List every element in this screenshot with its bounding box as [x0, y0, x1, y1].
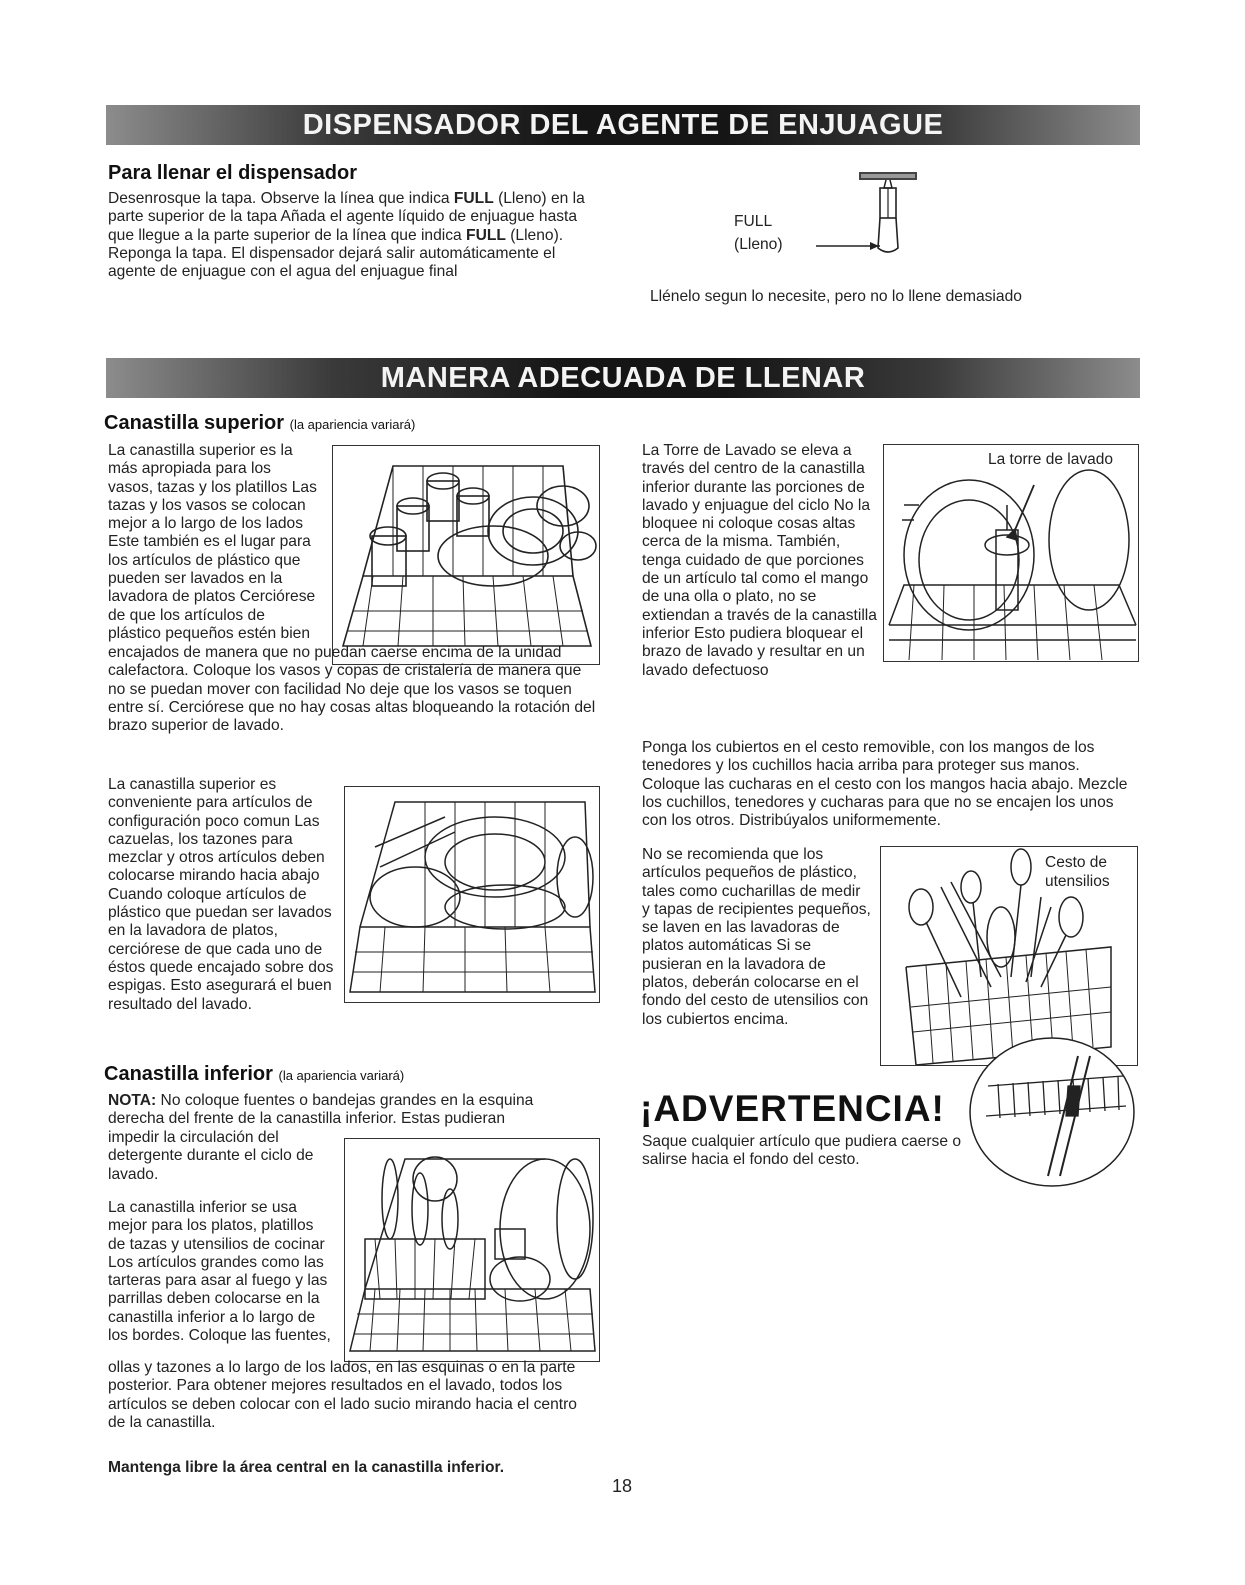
- lower-rack-footer: Mantenga libre la área central en la canastilla inferior.: [108, 1459, 505, 1476]
- warning-title: ¡ADVERTENCIA!: [640, 1088, 945, 1129]
- banner-title: DISPENSADOR DEL AGENTE DE ENJUAGUE: [302, 108, 944, 141]
- lower-rack-text-a: impedir la circulación del detergente durante el ciclo de lavado.: [108, 1129, 314, 1183]
- upper-rack-heading: Canastilla superior (la apariencia variará): [104, 412, 416, 434]
- upper-rack-text-1: La canastilla superior es la más apropiada para los vasos, tazas y los platillos Las tazas y los vasos se colocan mejor a lo largo de los lados Este también es el lugar para los artículos de plástico que pueden ser lavados en la lavadora de platos Cerciórese de que los artículos de plástico pequeños estén bien: [108, 442, 317, 642]
- wash-tower-figure: [883, 444, 1139, 662]
- lower-rack-heading: Canastilla inferior (la apariencia variará): [104, 1063, 405, 1085]
- full-label: FULL: [734, 213, 773, 230]
- cutlery-text-2: No se recomienda que los artículos pequeños de plástico, tales como cucharillas de medir y tapas de recipientes pequeños, se laven en las lavadoras de platos automáticas Si se pusieran en la lavadora de platos, deberán colocarse en el fondo del cesto de utensilios con los cubiertos encima.: [642, 846, 871, 1028]
- dispenser-diagram: [720, 168, 920, 268]
- page-number: 18: [612, 1476, 633, 1496]
- section-banner-loading: [106, 358, 1140, 398]
- lleno-label: (Lleno): [734, 236, 783, 253]
- upper-rack-bowls-figure: [344, 786, 600, 1003]
- lower-rack-note: NOTA: No coloque fuentes o bandejas grandes en la esquina derecha del frente de la canastilla inferior. Estas pudieran: [108, 1092, 534, 1128]
- lower-rack-text-b2: ollas y tazones a lo largo de los lados, en las esquinas o en la parte posterior. Para obtener mejores resultados en el lavado, todos los artículos se deben colocar con el lado sucio mirando hacia el centro de la canastilla.: [108, 1359, 577, 1431]
- fill-dispenser-heading: Para llenar el dispensador: [108, 162, 357, 184]
- tower-text: La Torre de Lavado se eleva a través del centro de la canastilla inferior durante las porciones de lavado y enjuague del ciclo No la bloquee ni coloque cosas altas cerca de la misma. También, tenga cuidado de que porciones de un artículo tal como el mango de una olla o plato, no se extiendan a través de la canastilla inferior Esto pudiera bloquear el brazo de lavado y resultar en un lavado defectuoso: [642, 442, 877, 679]
- upper-rack-text-2: La canastilla superior es conveniente para artículos de configuración poco comun Las cazuelas, los tazones para mezclar y otros artículos deben colocarse mirando hacia abajo Cuando coloque artículos de plástico que puedan ser lavados en la lavadora de platos, cerciórese de que cada uno de éstos quede encajado sobre dos espigas. Esto asegurará el buen resultado del lavado.: [108, 776, 334, 1013]
- lower-rack-text-b: La canastilla inferior se usa mejor para los platos, platillos de tazas y utensilios de cocinar Los artículos grandes como las tarteras para asar al fuego y las parrillas deben colocarse en la canastilla inferior a lo largo de los bordes. Coloque las fuentes,: [108, 1199, 331, 1345]
- banner-title: MANERA ADECUADA DE LLENAR: [380, 361, 866, 394]
- upper-rack-figure: [332, 445, 600, 665]
- lower-rack-figure: [344, 1138, 600, 1362]
- fill-dispenser-text: Desenrosque la tapa. Observe la línea que indica FULL (Lleno) en la parte superior de la tapa Añada el agente líquido de enjuague hasta que llegue a la parte superior de la línea que indica FULL (Lleno). Reponga la tapa. El dispensador dejará salir automáticamente el agente de enjuague con el agua del enjuague final: [108, 190, 585, 281]
- warning-text: Saque cualquier artículo que pudiera caerse o salirse hacia el fondo del cesto.: [642, 1133, 962, 1169]
- section-banner-rinse-aid: [106, 105, 1140, 145]
- cutlery-basket-label: Cesto de utensilios: [1045, 854, 1110, 890]
- dispenser-caption: Llénelo segun lo necesite, pero no lo llene demasiado: [650, 288, 1022, 305]
- cutlery-basket-figure: [880, 846, 1138, 1066]
- basket-detail-inset: [968, 1036, 1136, 1188]
- cutlery-text-1: Ponga los cubiertos en el cesto removible, con los mangos de los tenedores y los cuchillos hacia arriba para proteger sus manos. Coloque las cucharas en el cesto con los mangos hacia abajo. Mezcle los cuchillos, tenedores y cucharas para que no se encajen los unos con los otros. Distribúyalos uniformemente.: [642, 739, 1128, 830]
- wash-tower-label: La torre de lavado: [984, 451, 1117, 469]
- upper-rack-text-1b: encajados de manera que no puedan caerse encima de la unidad calefactora. Coloque los vasos y copas de cristalería de manera que no se puedan mover con facilidad No deje que los vasos se toquen entre sí. Cerciórese que no hay cosas altas bloqueando la rotación del brazo superior de lavado.: [108, 644, 596, 735]
